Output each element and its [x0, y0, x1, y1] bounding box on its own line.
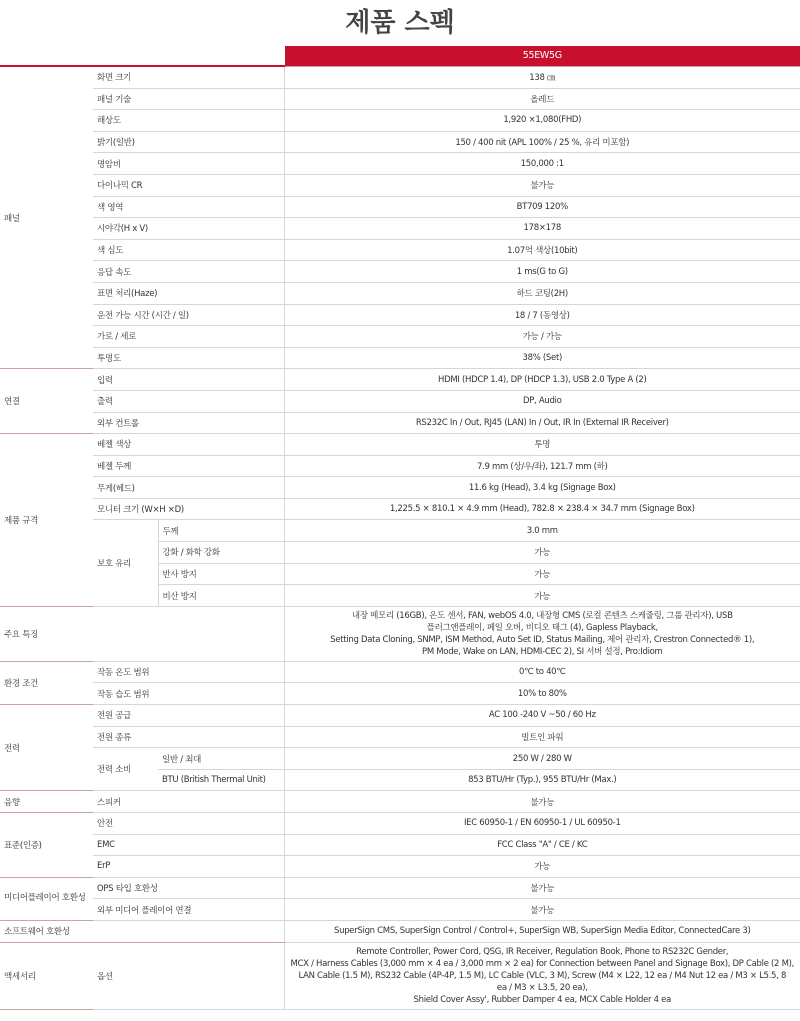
row-value: 18 / 7 (동영상) [284, 304, 800, 326]
row-label: 옵션 [93, 942, 284, 1009]
row-value: 가능 [284, 856, 800, 878]
row-value: 3.0 mm [284, 520, 800, 542]
row-value: IEC 60950-1 / EN 60950-1 / UL 60950-1 [284, 813, 800, 835]
group-audio: 음향 [0, 791, 93, 813]
options-line: ea / M3 × L3.5, 20 ea), [496, 982, 588, 993]
row-value: 138 ㎝ [284, 66, 800, 88]
row-value: DP, Audio [284, 390, 800, 412]
features-value [284, 606, 800, 661]
row-label: 패널 기술 [93, 88, 284, 110]
group-features: 주요 특징 [0, 606, 93, 661]
row-label: 다이나믹 CR [93, 174, 284, 196]
sub-label: 두께 [158, 520, 284, 542]
row-value: 가능 [284, 542, 800, 564]
group-connect: 연결 [0, 369, 93, 434]
row-value: AC 100 -240 V ~50 / 60 Hz [284, 705, 800, 727]
row-label: 전원 공급 [93, 705, 284, 727]
row-value: BT709 120% [284, 196, 800, 218]
row-value: 178×178 [284, 218, 800, 240]
options-line: LAN Cable (1.5 M), RS232 Cable (4P-4P, 1.5 M), LC Cable (VLC, 3 M), Screw (M4 × L22, 12 ea / M4 Nut 12 ea / M3 × L5.5, 8 [298, 970, 787, 981]
row-value: 150,000 :1 [284, 153, 800, 175]
row-label: 작동 습도 범위 [93, 683, 284, 705]
row-value: 11.6 kg (Head), 3.4 kg (Signage Box) [284, 477, 800, 499]
row-value: 투명 [284, 434, 800, 456]
row-label: 출력 [93, 390, 284, 412]
group-standard: 표준(인증) [0, 813, 93, 878]
row-label: 입력 [93, 369, 284, 391]
row-label: 베젤 색상 [93, 434, 284, 456]
row-label: 스피커 [93, 791, 284, 813]
row-value: 불가능 [284, 791, 800, 813]
features-line: PM Mode, Wake on LAN, HDMI-CEC 2), SI 서버 설정, Pro:Idiom [422, 646, 663, 657]
group-accessory: 액세서리 [0, 942, 93, 1009]
sub-label: 비산 방지 [158, 585, 284, 607]
row-value: 가능 [284, 563, 800, 585]
spec-table [0, 46, 800, 1010]
options-line: MCX / Harness Cables (3,000 mm × 4 ea / 3,000 mm × 2 ea) for Connection between Panel and Signage Box), DP Cable (2 M), [290, 958, 795, 969]
row-label: 응답 속도 [93, 261, 284, 283]
features-line: 플러그앤플레이, 페일 오버, 비디오 태그 (4), Gapless Playback, [426, 622, 658, 633]
row-value: 1.07억 색상(10bit) [284, 239, 800, 261]
row-value: 10% to 80% [284, 683, 800, 705]
group-env: 환경 조건 [0, 661, 93, 704]
row-label: 시야각(H x V) [93, 218, 284, 240]
row-value: 1 ms(G to G) [284, 261, 800, 283]
row-label: 화면 크기 [93, 66, 284, 88]
row-label: 색 심도 [93, 239, 284, 261]
row-value: 빌트인 파워 [284, 726, 800, 748]
row-value: 150 / 400 nit (APL 100% / 25 %, 유리 미포함) [284, 131, 800, 153]
group-spec: 제품 규격 [0, 434, 93, 607]
options-value [284, 942, 800, 1009]
row-label: 운전 가능 시간 (시간 / 일) [93, 304, 284, 326]
features-line: Setting Data Cloning, SNMP, ISM Method, Auto Set ID, Status Mailing, 제어 관리자, Crestron Connected® 1), [330, 634, 755, 645]
row-label: 밝기(일반) [93, 131, 284, 153]
row-value: SuperSign CMS, SuperSign Control / Control+, SuperSign WB, SuperSign Media Editor, ConnectedCare 3) [284, 920, 800, 942]
sub-label: BTU (British Thermal Unit) [158, 769, 284, 791]
row-label: 색 영역 [93, 196, 284, 218]
row-value: 올레드 [284, 88, 800, 110]
row-value: HDMI (HDCP 1.4), DP (HDCP 1.3), USB 2.0 Type A (2) [284, 369, 800, 391]
row-label: 외부 컨트롤 [93, 412, 284, 434]
row-label: 전원 종류 [93, 726, 284, 748]
row-value: FCC Class "A" / CE / KC [284, 834, 800, 856]
page-title: 제품 스펙 [345, 8, 455, 38]
row-value: 7.9 mm (상/우/좌), 121.7 mm (하) [284, 455, 800, 477]
row-label: 표면 처리(Haze) [93, 282, 284, 304]
row-value: RS232C In / Out, RJ45 (LAN) In / Out, IR In (External IR Receiver) [284, 412, 800, 434]
sub-label: 강화 / 화학 강화 [158, 542, 284, 564]
row-label: ErP [93, 856, 284, 878]
row-label: 전력 소비 [93, 748, 158, 791]
row-value: 853 BTU/Hr (Typ.), 955 BTU/Hr (Max.) [284, 769, 800, 791]
model-header: 55EW5G [284, 46, 800, 66]
group-power: 전력 [0, 705, 93, 791]
sub-label: 반사 방지 [158, 563, 284, 585]
group-software: 소프트웨어 호환성 [0, 920, 284, 942]
row-label: 작동 온도 범위 [93, 661, 284, 683]
row-value: 1,225.5 × 810.1 × 4.9 mm (Head), 782.8 × 238.4 × 34.7 mm (Signage Box) [284, 498, 800, 520]
row-value: 1,920 ×1,080(FHD) [284, 110, 800, 132]
row-label: OPS 타입 호환성 [93, 877, 284, 899]
row-value: 가능 [284, 585, 800, 607]
options-line: Shield Cover Assy', Rubber Damper 4 ea, MCX Cable Holder 4 ea [413, 994, 671, 1005]
row-label: EMC [93, 834, 284, 856]
row-label: 해상도 [93, 110, 284, 132]
row-value: 불가능 [284, 899, 800, 921]
row-value: 0℃ to 40℃ [284, 661, 800, 683]
sub-label: 일반 / 최대 [158, 748, 284, 770]
row-label: 무게(헤드) [93, 477, 284, 499]
row-label: 명암비 [93, 153, 284, 175]
row-label: 보호 유리 [93, 520, 158, 606]
row-value: 가능 / 가능 [284, 326, 800, 348]
row-label: 베젤 두께 [93, 455, 284, 477]
row-label: 투명도 [93, 347, 284, 369]
row-label: 가로 / 세로 [93, 326, 284, 348]
group-panel: 패널 [0, 66, 93, 369]
group-media: 미디어플레이어 호환성 [0, 877, 93, 920]
features-line: 내장 메모리 (16GB), 온도 센서, FAN, webOS 4.0, 내장형 CMS (로컬 콘텐츠 스케줄링, 그룹 관리자), USB [351, 610, 733, 621]
row-value: 불가능 [284, 877, 800, 899]
row-value: 38% (Set) [284, 347, 800, 369]
row-label: 모니터 크기 (W×H ×D) [93, 498, 284, 520]
row-value: 불가능 [284, 174, 800, 196]
row-label: 외부 미디어 플레이어 연결 [93, 899, 284, 921]
row-value: 하드 코팅(2H) [284, 282, 800, 304]
row-value: 250 W / 280 W [284, 748, 800, 770]
row-label: 안전 [93, 813, 284, 835]
options-line: Remote Controller, Power Cord, QSG, IR Receiver, Regulation Book, Phone to RS232C Gender, [356, 946, 729, 957]
